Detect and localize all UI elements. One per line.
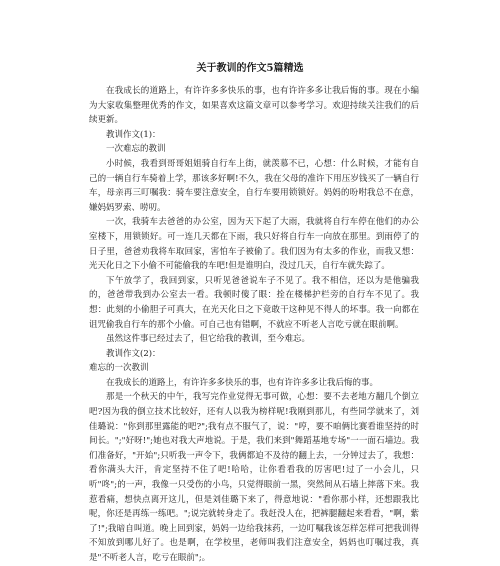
essay1-paragraph-3: 下午放学了，我回到家，只听见爸爸说车子不见了。我不相信，还以为是他骗我的，爸爸带我到办公室去一看。我顿时傻了眼：拴在楼梯护栏旁的自行车不见了。我想：此刻的小偷胆子可真大，在光天化日之下竟敢干这种见不得人的坏事。我一向都在诅咒偷我自行车的那个小偷。可自己也有错啊，不就应不听老人言吃亏就在眼前啊。 (89, 275, 419, 330)
document-title: 关于教训的作文5篇精选 (196, 63, 304, 74)
essay2-paragraph-2: 那是一个秋天的中午，我写完作业觉得无事可做，心想：要不去老地方翻几个倒立吧?因为我的倒立技术比较好，还有人以我为榜样呢!我刚到那儿，有些同学就来了，刘佳璐说："你到那里露能的吧?";我有点不服气了，说："哼，要不咱俩比赛看谁坚持的时间长。";"好呀!";她也对我大声地说。于是，我们来到"舞蹈基地专场"一一面石墙边。我们准备好，"开始";只听我一声令下，我俩都迫不及待的翻上去，一分钟过去了，我想：看你满头大汗，肯定坚持不住了吧!哈哈，让你看看我的厉害吧!过了一小会儿，只听"咚";的一声，我像一只受伤的小鸟，只觉得眼前一黑，突然间从石墙上摔落下来。我惹看痛，想快点离开这儿，但是刘佳璐下来了，得意地说："看你那小样，还想跟我比呢，你还是再练一练吧。";说完就转身走了。我赶没人在，把裤腿翻起来看看，"啊，紫了!";我暗自叫道。晚上回到家，妈妈一边给我抹药，一边叮嘱我该怎样怎样可把我训得不知放到哪儿好了。也是啊，在学校里，老师叫我们注意安全，妈妈也叮嘱过我，真是"不听老人言，吃亏在眼前";。 (89, 392, 419, 563)
intro-paragraph: 在我成长的道路上，有许许多多快乐的事，也有许许多多让我后悔的事。现在小编为大家收集整理优秀的作文，如果喜欢这篇文章可以参考学习。欢迎持续关注我们的后续更新。 (89, 86, 419, 126)
essay1-heading: 教训作文(1)： (106, 129, 161, 140)
essay2-heading: 教训作文(2)： (106, 348, 161, 359)
essay1-paragraph-4: 虽然这件事已经过去了，但它给我的教训，至今难忘。 (106, 334, 311, 345)
document-body (89, 84, 419, 566)
essay1-title: 一次难忘的教训 (106, 144, 166, 155)
essay1-paragraph-1: 小时候，我看到哥哥姐姐骑自行车上街，就羡慕不已，心想：什么时候，才能有自己的一辆自行车骑着上学，那该多好啊!不久，我在父母的准许下用压岁钱买了一辆自行车，母亲再三叮嘱我：骑车要注意安全，自行车要用锁锁好。妈妈的吩咐我总不在意，嫌妈妈罗索、唠叨。 (89, 158, 419, 213)
essay1-paragraph-2: 一次，我骑车去爸爸的办公室，因为天下起了大雨，我就将自行车停在他们的办公室楼下，用锁锁好。可一连几天都在下雨，我只好将自行车一向放在那里。到雨停了的日子里，爸爸劝我将车取回家，害怕车子被偷了。我们因为有太多的作业，而我又想：光天化日之下小偷不可能偷我的车吧!但是谁明白，没过几天，自行车就失踪了。 (89, 217, 419, 272)
essay2-title: 难忘的一次教训 (89, 363, 149, 374)
essay2-paragraph-1: 在我成长的道路上，有许许多多快乐的事，也有许许多多让我后悔的事。 (106, 377, 379, 388)
